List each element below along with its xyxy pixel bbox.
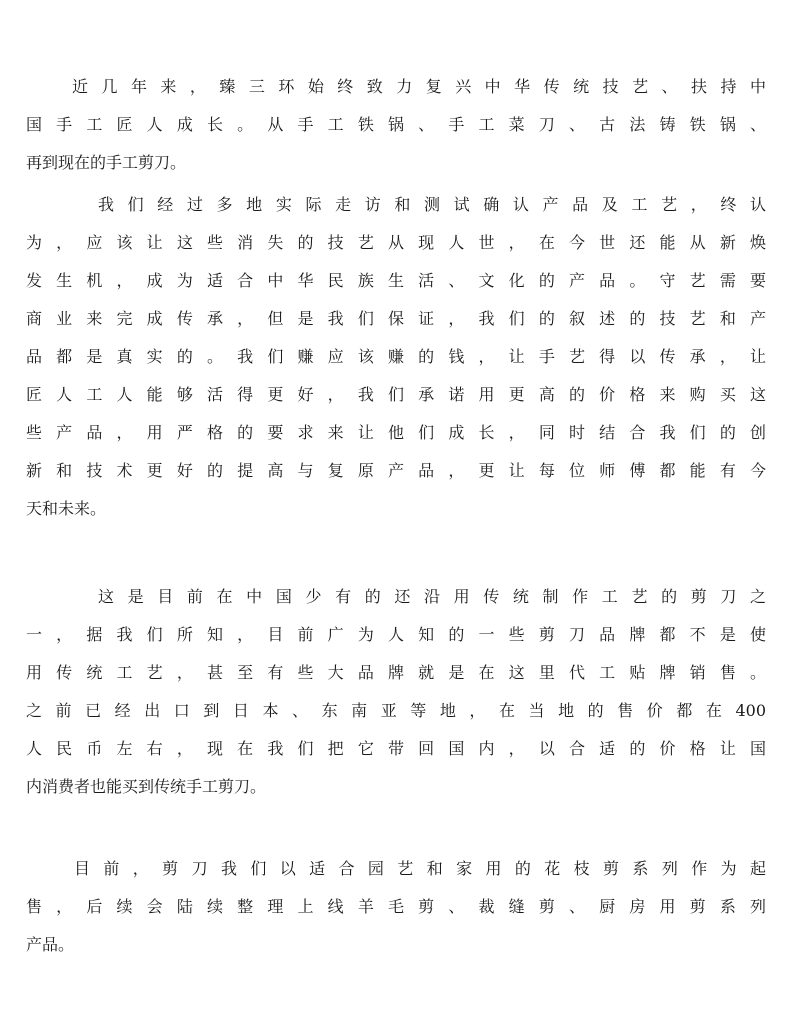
paragraph-mission: [26, 186, 766, 528]
text-line: 品都是真实的。我们赚应该赚的钱，让手艺得以传承，让: [26, 347, 766, 366]
text-line: 为，应该让这些消失的技艺从现人世，在今世还能从新焕: [26, 233, 766, 252]
text-line: 我们经过多地实际走访和测试确认产品及工艺，终认: [98, 195, 766, 214]
text-line: 商业来完成传承，但是我们保证，我们的叙述的技艺和产: [26, 309, 766, 328]
text-line: 内消费者也能买到传统手工剪刀。: [26, 777, 267, 796]
paragraph-intro: [26, 68, 766, 182]
text-line: 人民币左右，现在我们把它带回国内，以合适的价格让国: [26, 739, 766, 758]
text-line: 些产品，用严格的要求来让他们成长，同时结合我们的创: [26, 423, 766, 442]
text-line: 新和技术更好的提高与复原产品，更让每位师傅都能有今: [26, 461, 766, 480]
text-line: 近几年来，臻三环始终致力复兴中华传统技艺、扶持中: [72, 77, 766, 96]
paragraph-scissors: [26, 578, 766, 806]
text-line: 之前已经出口到日本、东南亚等地，在当地的售价都在400: [26, 701, 766, 720]
text-line: 目前，剪刀我们以适合园艺和家用的花枝剪系列作为起: [74, 859, 766, 878]
text-line: 售，后续会陆续整理上线羊毛剪、裁缝剪、厨房用剪系列: [26, 897, 766, 916]
text-line: 国手工匠人成长。从手工铁锅、手工菜刀、古法铸铁锅、: [26, 115, 766, 134]
text-line: 这是目前在中国少有的还沿用传统制作工艺的剪刀之: [98, 587, 766, 606]
text-line: 用传统工艺，甚至有些大品牌就是在这里代工贴牌销售。: [26, 663, 766, 682]
text-line: 匠人工人能够活得更好，我们承诺用更高的价格来购买这: [26, 385, 766, 404]
text-line: 发生机，成为适合中华民族生活、文化的产品。守艺需要: [26, 271, 766, 290]
text-line: 再到现在的手工剪刀。: [26, 153, 187, 172]
paragraph-product-line: [26, 850, 766, 964]
text-line: 一，据我们所知，目前广为人知的一些剪刀品牌都不是使: [26, 625, 766, 644]
text-line: 产品。: [26, 935, 75, 954]
text-line: 天和未来。: [26, 499, 107, 518]
